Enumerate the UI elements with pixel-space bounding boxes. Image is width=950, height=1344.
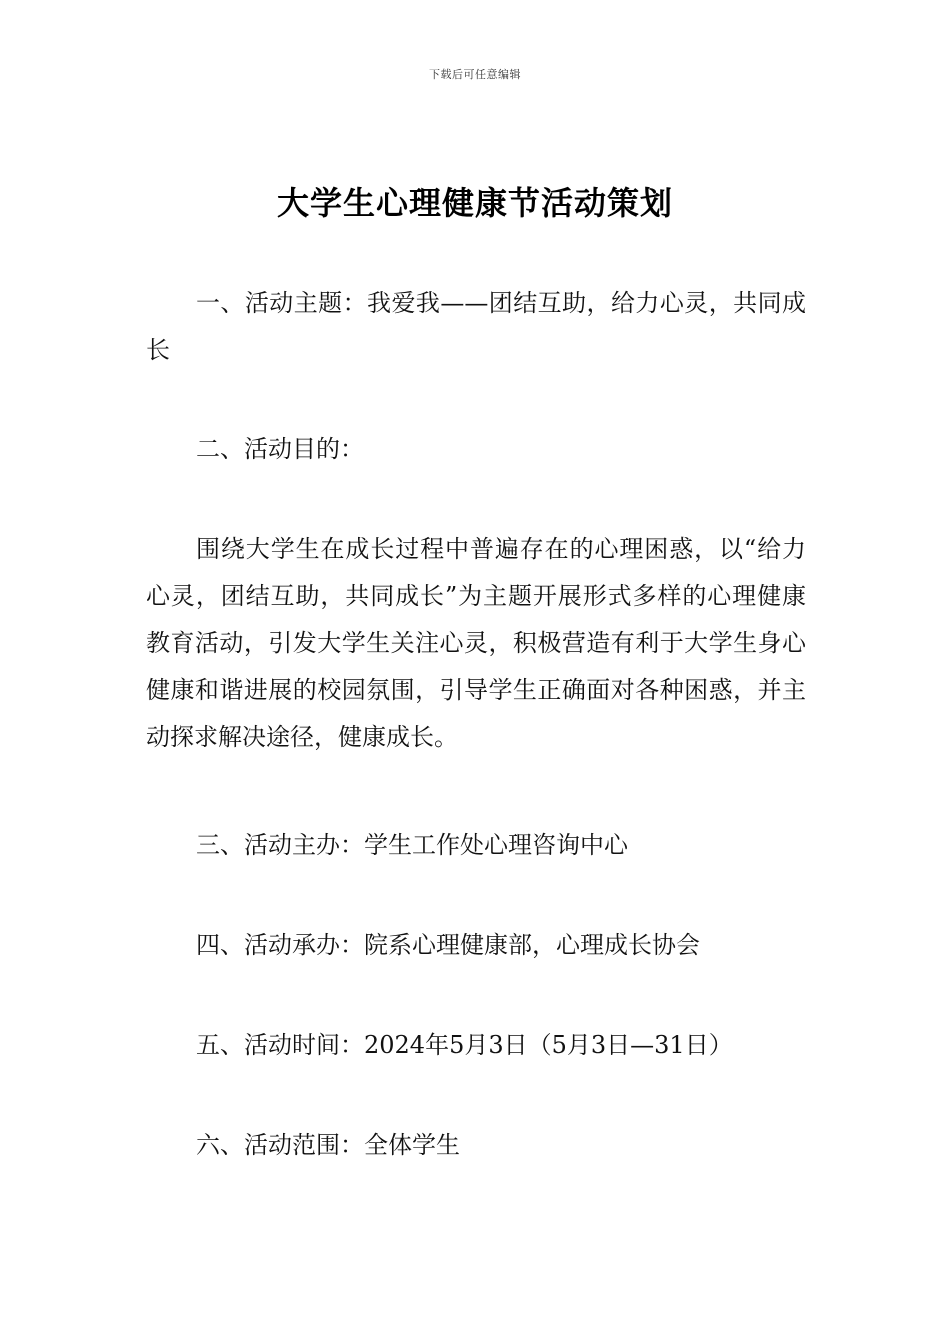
section-theme: 一、活动主题：我爱我——团结互助，给力心灵，共同成长 (146, 289, 806, 364)
section-undertaker: 四、活动承办：院系心理健康部，心理成长协会 (196, 931, 700, 959)
document-title: 大学生心理健康节活动策划 (276, 184, 673, 222)
section-scope: 六、活动范围：全体学生 (196, 1131, 460, 1159)
section-organizer: 三、活动主办：学生工作处心理咨询中心 (196, 831, 628, 859)
section-time: 五、活动时间：2024年5月3日（5月3日—31日） (196, 1031, 733, 1059)
section-purpose-body: 围绕大学生在成长过程中普遍存在的心理困惑，以“给力心灵，团结互助，共同成长”为主题开展形式多样的心理健康教育活动，引发大学生关注心灵，积极营造有利于大学生身心健康和谐进展的校园氛围，引导学生正确面对各种困惑，并主动探求解决途径，健康成长。 (146, 535, 806, 751)
section-purpose-heading: 二、活动目的： (196, 435, 364, 463)
header-note: 下载后可任意编辑 (429, 68, 521, 81)
